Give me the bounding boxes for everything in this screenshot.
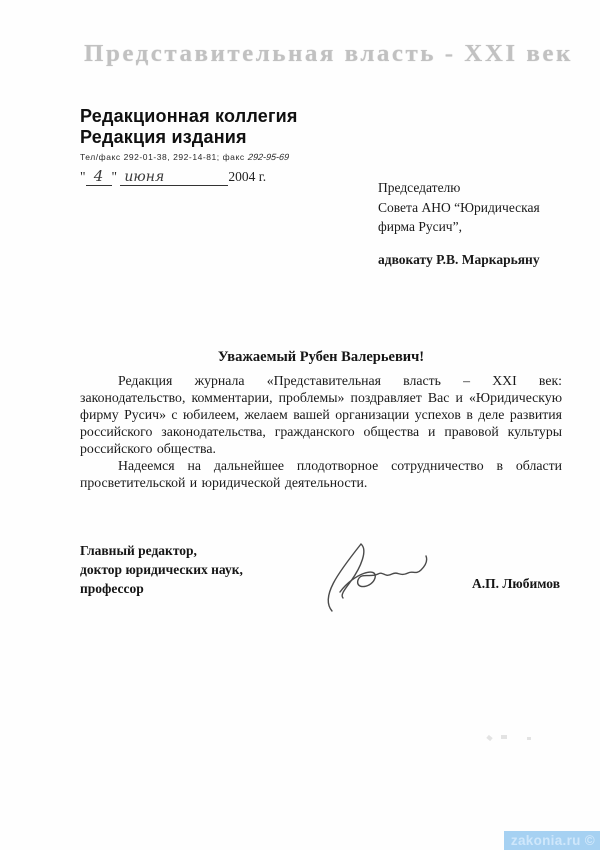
date-quote-open: " — [80, 169, 86, 184]
body-paragraph-1: Редакция журнала «Представительная власть – XXI век: законодательство, комментарии, проблемы» поздравляет Вас и «Юридическую фирму Русич» с юбилеем, желаем вашей организации успехов в деле развития российского законодательства, гражданского общества и правовой культуры российского общества. — [80, 373, 562, 456]
date-line — [80, 167, 298, 186]
recipient-org-line2: фирма Русич”, — [378, 219, 462, 234]
recipient-title: Председателю — [378, 180, 461, 195]
recipient-name: адвокату Р.В. Маркарьяну — [378, 251, 540, 267]
signer-name: А.П. Любимов — [471, 576, 560, 591]
watermark-badge: zakonia.ru © — [504, 831, 600, 850]
letterhead-phone-line — [80, 152, 298, 162]
fax-number-handwritten: 292-95-69 — [247, 152, 290, 162]
handwritten-signature-icon — [316, 535, 444, 613]
letterhead-line-editorial-board: Редакционная коллегия — [80, 106, 298, 126]
sender-title-line3: профессор — [80, 581, 144, 596]
recipient-org-line1: Совета АНО “Юридическая — [378, 199, 540, 215]
journal-embossed-title: Представительная власть - XXI век — [84, 40, 573, 67]
date-quote-close: " — [111, 169, 118, 184]
sender-title-line2: доктор юридических наук, — [80, 562, 243, 577]
sender-title-line1: Главный редактор, — [80, 543, 197, 558]
date-day-handwritten: 4 — [86, 167, 112, 186]
letterhead — [80, 106, 298, 186]
recipient-block — [378, 178, 540, 269]
phone-numbers: Тел/факс 292-01-38, 292-14-81; факс — [80, 152, 248, 162]
sender-title-block — [80, 541, 243, 598]
letterhead-line-editorial-office: Редакция издания — [80, 127, 247, 147]
scan-artifact — [487, 733, 535, 743]
body-paragraph-2: Надеемся на дальнейшее плодотворное сотрудничество в области просветительской и юридической деятельности. — [80, 458, 562, 490]
letter-body — [80, 372, 562, 491]
salutation: Уважаемый Рубен Валерьевич! — [217, 349, 425, 365]
date-year: 2004 г. — [228, 169, 267, 184]
date-month-handwritten: июня — [120, 169, 228, 186]
